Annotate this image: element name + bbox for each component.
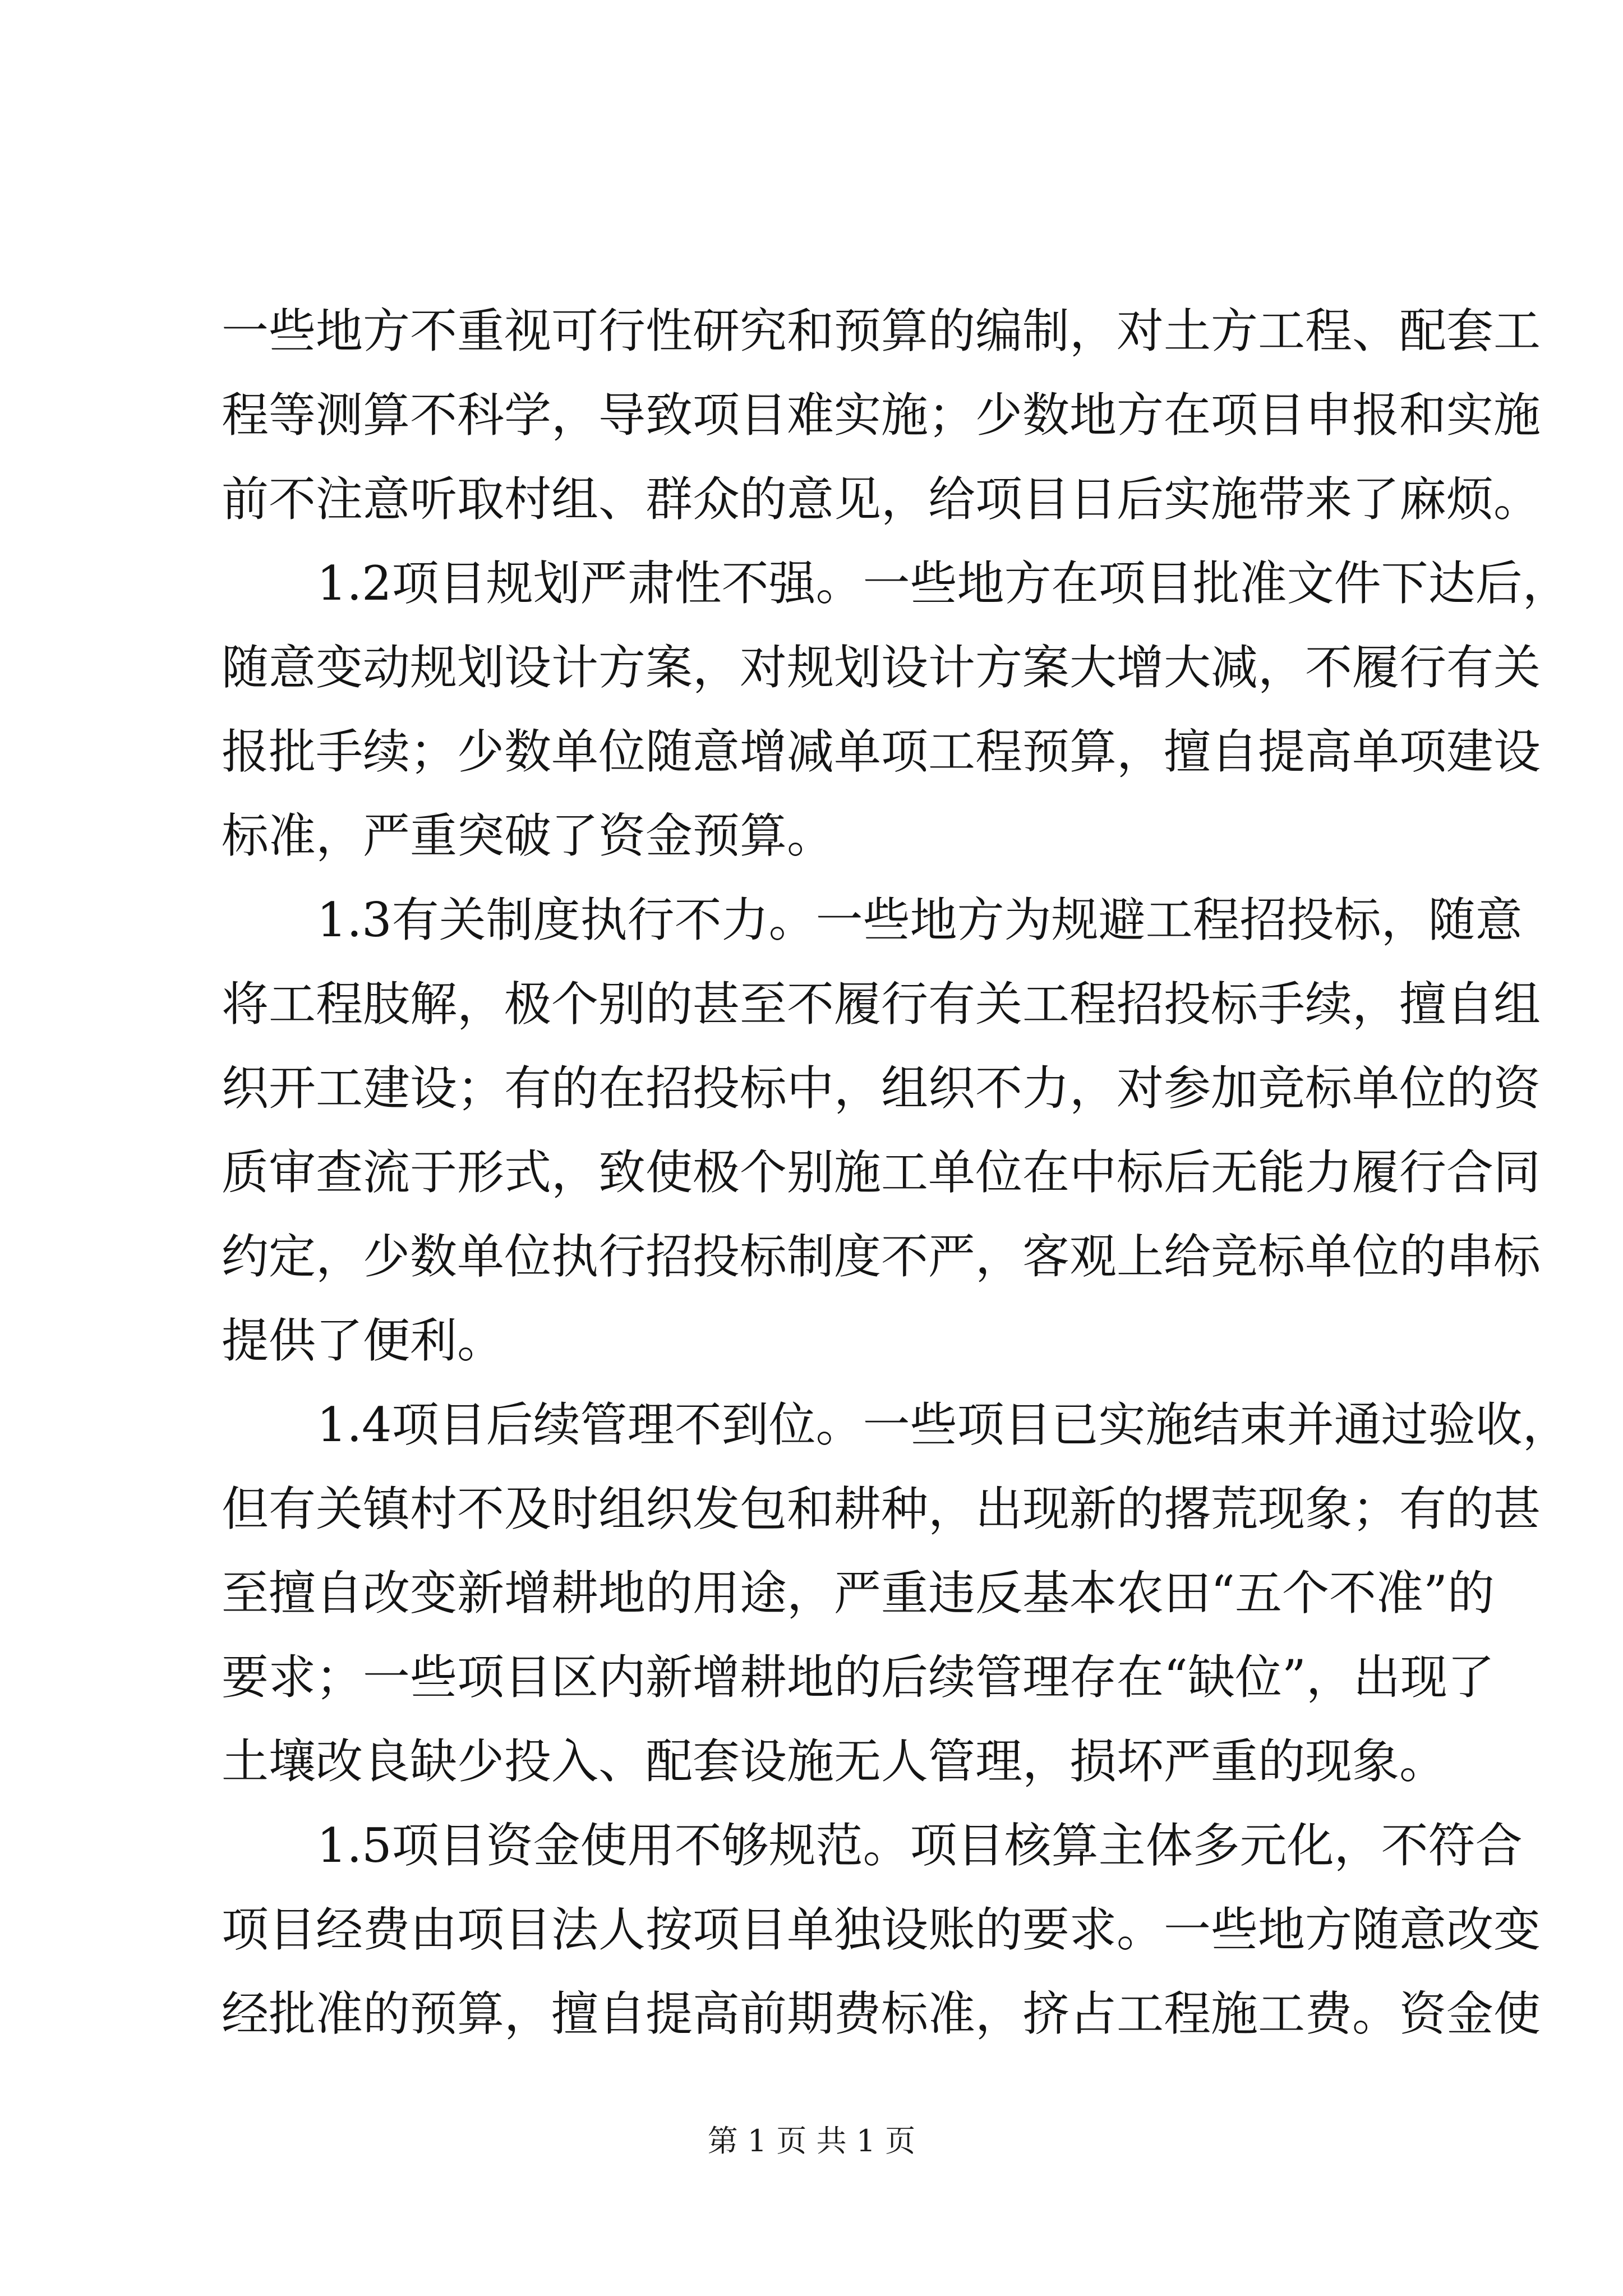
text-line: 质审查流于形式，致使极个别施工单位在中标后无能力履行合同	[222, 1145, 1541, 1200]
text-line: 至擅自改变新增耕地的用途，严重违反基本农田“五个不准”的	[222, 1566, 1495, 1621]
text-line: 1.5项目资金使用不够规范。项目核算主体多元化，不符合	[317, 1818, 1523, 1873]
document-body	[222, 289, 1570, 2056]
text-line: 随意变动规划设计方案，对规划设计方案大增大减，不履行有关	[222, 640, 1541, 695]
paragraph	[222, 1383, 1570, 1803]
text-line: 前不注意听取村组、群众的意见，给项目日后实施带来了麻烦。	[222, 472, 1541, 527]
page-number-label: 第 1 页 共 1 页	[707, 2123, 916, 2159]
paragraph	[222, 541, 1570, 878]
text-line: 将工程肢解，极个别的甚至不履行有关工程招投标手续，擅自组	[222, 977, 1541, 1032]
text-line: 报批手续；少数单位随意增减单项工程预算，擅自提高单项建设	[222, 724, 1541, 779]
text-line: 提供了便利。	[222, 1313, 505, 1368]
text-line: 标准，严重突破了资金预算。	[222, 808, 834, 863]
text-line: 一些地方不重视可行性研究和预算的编制，对土方工程、配套工	[222, 303, 1541, 358]
paragraph	[222, 289, 1541, 541]
text-line: 土壤改良缺少投入、配套设施无人管理，损坏严重的现象。	[222, 1734, 1447, 1789]
text-line: 1.4项目后续管理不到位。一些项目已实施结束并通过验收，	[317, 1397, 1570, 1452]
text-line: 1.3有关制度执行不力。一些地方为规避工程招投标，随意	[317, 892, 1523, 947]
text-line: 要求；一些项目区内新增耕地的后续管理存在“缺位”，出现了	[222, 1650, 1495, 1705]
text-line: 经批准的预算，擅自提高前期费标准，挤占工程施工费。资金使	[222, 1986, 1541, 2041]
paragraph	[222, 878, 1541, 1383]
text-line: 织开工建设；有的在招投标中，组织不力，对参加竞标单位的资	[222, 1061, 1541, 1116]
text-line: 项目经费由项目法人按项目单独设账的要求。一些地方随意改变	[222, 1902, 1541, 1957]
text-line: 但有关镇村不及时组织发包和耕种，出现新的撂荒现象；有的甚	[222, 1481, 1541, 1536]
text-line: 1.2项目规划严肃性不强。一些地方在项目批准文件下达后，	[317, 556, 1570, 611]
text-line: 约定，少数单位执行招投标制度不严，客观上给竞标单位的串标	[222, 1229, 1541, 1284]
text-line: 程等测算不科学，导致项目难实施；少数地方在项目申报和实施	[222, 388, 1541, 443]
paragraph	[222, 1803, 1541, 2056]
page-footer	[0, 2122, 1623, 2161]
